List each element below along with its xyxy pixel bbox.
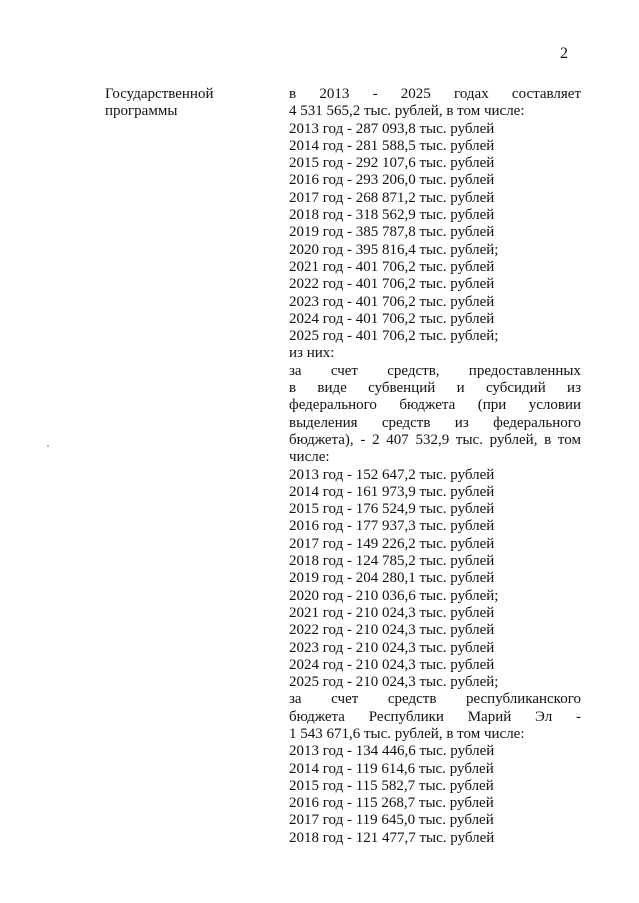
federal-line-2: в виде субвенций и субсидий из bbox=[289, 380, 581, 397]
total-year-2017: 2017 год - 268 871,2 тыс. рублей bbox=[289, 189, 495, 206]
of-which-label: из них: bbox=[289, 345, 335, 362]
federal-line-1: за счет средств, предоставленных bbox=[289, 362, 581, 379]
federal-line-6: числе: bbox=[289, 449, 330, 466]
federal-year-2020: 2020 год - 210 036,6 тыс. рублей; bbox=[289, 587, 499, 604]
republic-year-2014: 2014 год - 119 614,6 тыс. рублей bbox=[289, 760, 494, 777]
republic-year-2013: 2013 год - 134 446,6 тыс. рублей bbox=[289, 743, 495, 760]
total-year-2022: 2022 год - 401 706,2 тыс. рублей bbox=[289, 276, 495, 293]
total-year-2024: 2024 год - 401 706,2 тыс. рублей bbox=[289, 310, 495, 327]
total-years-list bbox=[289, 121, 581, 346]
total-year-2015: 2015 год - 292 107,6 тыс. рублей bbox=[289, 155, 495, 172]
federal-year-2017: 2017 год - 149 226,2 тыс. рублей bbox=[289, 535, 495, 552]
federal-year-2025: 2025 год - 210 024,3 тыс. рублей; bbox=[289, 674, 499, 691]
republic-year-2018: 2018 год - 121 477,7 тыс. рублей bbox=[289, 829, 495, 846]
left-label-line-2: программы bbox=[105, 103, 178, 120]
total-year-2023: 2023 год - 401 706,2 тыс. рублей bbox=[289, 293, 495, 310]
intro-line-1: в 2013 - 2025 годах составляет bbox=[289, 86, 581, 102]
left-column bbox=[105, 86, 280, 121]
federal-year-2019: 2019 год - 204 280,1 тыс. рублей bbox=[289, 570, 495, 587]
republic-year-2016: 2016 год - 115 268,7 тыс. рублей bbox=[289, 795, 494, 812]
total-year-2013: 2013 год - 287 093,8 тыс. рублей bbox=[289, 120, 495, 137]
federal-line-3: федерального бюджета (при условии bbox=[289, 397, 581, 414]
total-year-2018: 2018 год - 318 562,9 тыс. рублей bbox=[289, 207, 495, 224]
left-label-line-1: Государственной bbox=[105, 86, 214, 102]
federal-year-2021: 2021 год - 210 024,3 тыс. рублей bbox=[289, 604, 495, 621]
republic-line-1: за счет средств республиканского bbox=[289, 691, 581, 708]
republic-section bbox=[289, 691, 581, 847]
federal-year-2018: 2018 год - 124 785,2 тыс. рублей bbox=[289, 553, 495, 570]
federal-section bbox=[289, 363, 581, 692]
republic-year-2015: 2015 год - 115 582,7 тыс. рублей bbox=[289, 777, 494, 794]
total-year-2016: 2016 год - 293 206,0 тыс. рублей bbox=[289, 172, 495, 189]
total-year-2019: 2019 год - 385 787,8 тыс. рублей bbox=[289, 224, 495, 241]
intro-line-2: 4 531 565,2 тыс. рублей, в том числе: bbox=[289, 103, 525, 120]
total-year-2020: 2020 год - 395 816,4 тыс. рублей; bbox=[289, 241, 499, 258]
federal-year-2016: 2016 год - 177 937,3 тыс. рублей bbox=[289, 518, 495, 535]
total-year-2025: 2025 год - 401 706,2 тыс. рублей; bbox=[289, 328, 499, 345]
scan-speck bbox=[47, 445, 49, 447]
right-column bbox=[289, 86, 581, 847]
federal-year-2015: 2015 год - 176 524,9 тыс. рублей bbox=[289, 501, 495, 518]
total-year-2014: 2014 год - 281 588,5 тыс. рублей bbox=[289, 137, 495, 154]
total-year-2021: 2021 год - 401 706,2 тыс. рублей bbox=[289, 258, 495, 275]
federal-line-5: бюджета), - 2 407 532,9 тыс. рублей, в том bbox=[289, 431, 581, 448]
federal-year-2022: 2022 год - 210 024,3 тыс. рублей bbox=[289, 622, 495, 639]
federal-year-2023: 2023 год - 210 024,3 тыс. рублей bbox=[289, 639, 495, 656]
federal-year-2024: 2024 год - 210 024,3 тыс. рублей bbox=[289, 656, 495, 673]
page-number: 2 bbox=[560, 45, 568, 62]
federal-year-2014: 2014 год - 161 973,9 тыс. рублей bbox=[289, 483, 495, 500]
republic-line-2: бюджета Республики Марий Эл - bbox=[289, 708, 581, 725]
republic-year-2017: 2017 год - 119 645,0 тыс. рублей bbox=[289, 812, 494, 829]
federal-line-4: выделения средств из федерального bbox=[289, 414, 581, 431]
republic-line-3: 1 543 671,6 тыс. рублей, в том числе: bbox=[289, 725, 525, 742]
federal-year-2013: 2013 год - 152 647,2 тыс. рублей bbox=[289, 466, 495, 483]
